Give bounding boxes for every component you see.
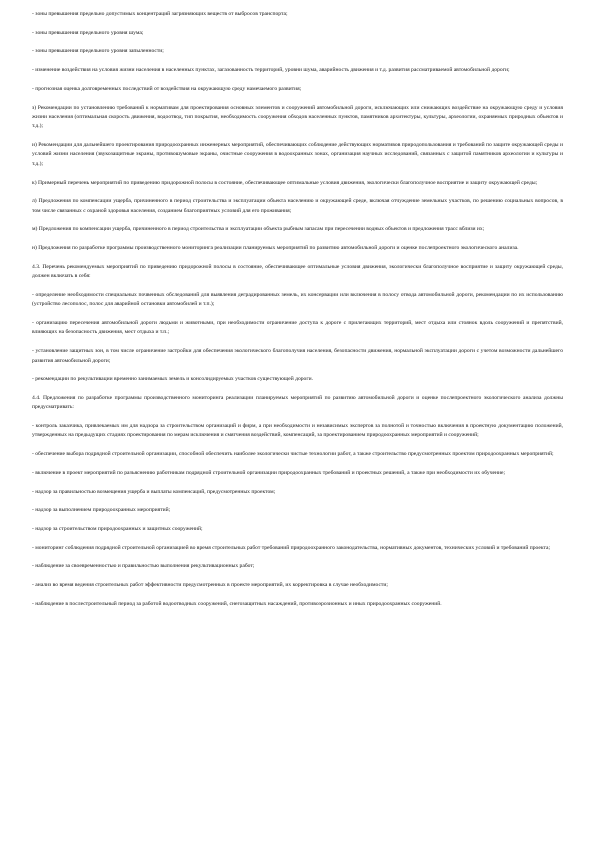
paragraph-25: - наблюдение за своевременностью и правильностью выполнения рекультивационных работ; <box>32 563 255 570</box>
paragraph-2: - зоны превышения предельного уровня шума; <box>32 29 144 36</box>
document-page <box>32 10 563 618</box>
paragraph-11: н) Предложения по разработке программы производственного мониторинга реализации планируемых мероприятий по развитию автомобильной дороги и оценке послепроектного экологического анализа. <box>32 245 519 252</box>
paragraph-4: - изменение воздействия на условия жизни населения в населенных пунктах, загазованность территорий, уровни шума, аварийность движения и т.д. развития рассматриваемой автомобильной дороги; <box>32 67 510 74</box>
paragraph-13: - определение необходимости специальных почвенных обследований для выявления деградированных земель, их консервации или включения в полосу отвода автомобильной дороги, рекомендации по их использованию (устройство лесополос, полос для аварийной остановки автомобилей и т.п.); <box>32 291 563 308</box>
paragraph-19: - обеспечение выбора подрядной строительной организации, способной обеспечить наиболее экологически чистые технологии работ, а также строительство предусмотренных проектом природоохранных мероприятий; <box>32 451 554 458</box>
paragraph-20: - включение в проект мероприятий по разъяснению работникам подрядной строительной организации природоохранных требований и проектных решений, а также при необходимости их обучение; <box>32 469 506 476</box>
paragraph-21: - надзор за правильностью возмещения ущерба и выплаты компенсаций, предусмотренных проектом; <box>32 488 276 495</box>
paragraph-27: - наблюдение в послестроительный период за работой водоотводных сооружений, снегозащитных насаждений, противоэрозионных и иных природоохранных сооружений. <box>32 600 442 607</box>
paragraph-6: з) Рекомендации по установлению требований к нормативам для проектирования основных элементов и сооружений автомобильной дороги, исключающих или снижающих воздействие на окружающую среду и условия жизни населения (оптимальная скорость движения, водоотвод, тип покрытия, необходимость сооружения обходов населенных пунктов, памятников архитектуры, культуры, археологии, охраняемых природных объектов и т.д.); <box>32 104 563 130</box>
paragraph-1: - зоны превышения предельно допустимых концентраций загрязняющих веществ от выбросов транспорта; <box>32 11 288 17</box>
paragraph-3: - зоны превышения предельного уровня запыленности; <box>32 48 164 55</box>
paragraph-8: к) Примерный перечень мероприятий по приведению придорожной полосы в состояние, обеспечивающее оптимальные условия движения, экологически благополучное восприятие и защиту окружающей среды; <box>32 179 538 186</box>
paragraph-16: - рекомендации по рекультивации временно занимаемых земель и консолидируемых участков существующей дороги. <box>32 376 314 383</box>
paragraph-12: 4.3. Перечень рекомендуемых мероприятий по приведению придорожной полосы в состояние, обеспечивающее оптимальные условия движения, экологически благополучное восприятие и защиту окружающей среды, должен включать в себя: <box>32 263 563 280</box>
paragraph-5: - прогнозная оценка долговременных последствий от воздействия на окружающую среду намечаемого развития; <box>32 85 302 92</box>
paragraph-22: - надзор за выполнением природоохранных мероприятий; <box>32 507 171 514</box>
paragraph-15: - установление защитных зон, в том числе ограничение застройки для обеспечения экологического благополучия населения, безопасности движения, нормальной эксплуатации дороги с учетом возможности дальнейшего развития автомобильной дороги; <box>32 348 563 364</box>
paragraph-24: - мониторинг соблюдения подрядной строительной организацией во время строительных работ требований природоохранного законодательства, нормативных документов, технических условий и требований проекта; <box>32 544 551 551</box>
paragraph-7: и) Рекомендации для дальнейшего проектирования природоохранных инженерных мероприятий, обеспечивающих соблюдение действующих нормативов природопользования и требований по защите окружающей среды и условий жизни населения (звукозащитные экраны, противошумовые экраны, очистные сооружения в водоохранных зонах, организация научных исследований, связанных с защитой памятников археологии и культуры и т.д.); <box>32 142 563 167</box>
paragraph-10: м) Предложения по компенсации ущерба, причиненного в период строительства и эксплуатации объекта рыбным запасам при пересечении водных объектов и предложения трасс вблизи их; <box>32 226 485 233</box>
paragraph-23: - надзор за строительством природоохранных и защитных сооружений; <box>32 525 203 532</box>
paragraph-26: - анализ во время ведения строительных работ эффективности предусмотренных в проекте мероприятий, их корректировка в случае необходимости; <box>32 582 388 589</box>
paragraph-17: 4.4. Предложения по разработке программы производственного мониторинга реализации планируемых мероприятий по развитию автомобильной дороги и оценке послепроектного экологического анализа должны предусматривать: <box>32 394 563 411</box>
paragraph-18: - контроль заказчика, привлекаемых им для надзора за строительством организаций и фирм, а при необходимости и независимых экспертов за полнотой и точностью включения в проектную документацию положений, утвержденных на предыдущих стадиях проектирования по мерам исключения и смягчения воздействий, компенсаций, за проектированием природоохранных мероприятий и сооружений; <box>32 423 563 439</box>
paragraph-14: - организацию пересечения автомобильной дороги людьми и животными, при необходимости ограничение доступа к дороге с прилегающих территорий, мест отдыха или стоянок вдоль сооружений и препятствий, влияющих на безопасность движения, мест отдыха и т.п.; <box>32 319 563 336</box>
paragraph-9: л) Предложения по компенсации ущерба, причиненного в период строительства и эксплуатации объекта населению и окружающей среде, включая отчуждение земельных участков, по решению социальных вопросов, в том числе связанных с охраной здоровья населения, созданием благоприятных условий для его проживания; <box>32 198 563 214</box>
